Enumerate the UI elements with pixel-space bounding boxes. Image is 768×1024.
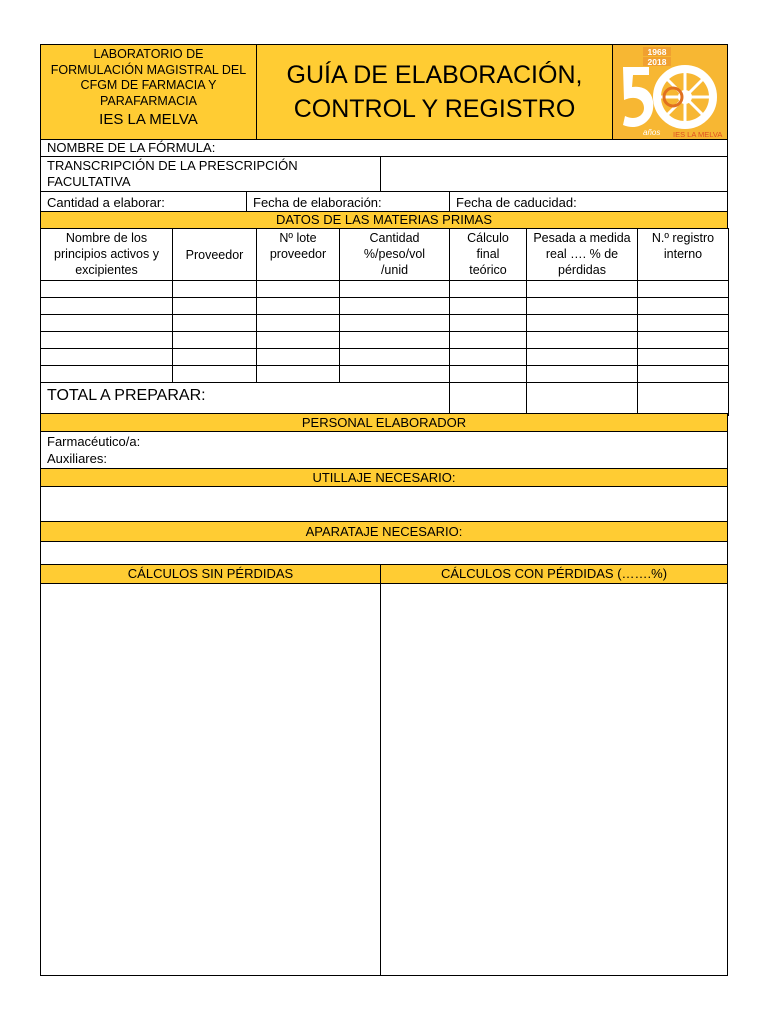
calc-without-losses-text: CÁLCULOS SIN PÉRDIDAS <box>127 566 294 581</box>
document-title-box <box>256 44 613 140</box>
expiry-date-field[interactable] <box>449 191 728 212</box>
lab-name <box>41 47 256 130</box>
table-cell[interactable] <box>450 332 527 349</box>
formula-name-label: NOMBRE DE LA FÓRMULA: <box>47 140 216 155</box>
col-header-lot: Nº lote proveedor <box>257 229 340 281</box>
col-header-name: Nombre de los principios activos y excipientes <box>41 229 173 281</box>
tools-title <box>40 468 728 487</box>
table-cell[interactable] <box>638 349 729 366</box>
total-theoretical-cell[interactable] <box>450 383 527 416</box>
table-cell[interactable] <box>173 281 257 298</box>
table-cell[interactable] <box>257 298 340 315</box>
table-cell[interactable] <box>257 281 340 298</box>
prescription-label: TRANSCRIPCIÓN DE LA PRESCRIPCIÓN FACULTATIVA <box>47 158 298 189</box>
quantity-field[interactable] <box>40 191 247 212</box>
table-cell[interactable] <box>41 298 173 315</box>
total-registry-cell[interactable] <box>638 383 729 416</box>
col-header-theoretical: Cálculo final teórico <box>450 229 527 281</box>
table-cell[interactable] <box>450 349 527 366</box>
equipment-title-text: APARATAJE NECESARIO: <box>305 523 463 539</box>
table-cell[interactable] <box>450 298 527 315</box>
total-label: TOTAL A PREPARAR: <box>47 387 206 404</box>
table-cell[interactable] <box>340 315 450 332</box>
table-cell[interactable] <box>257 349 340 366</box>
table-row <box>41 332 729 349</box>
calc-with-losses-text: CÁLCULOS CON PÉRDIDAS (…….%) <box>440 566 668 581</box>
table-cell[interactable] <box>257 332 340 349</box>
materials-header-row <box>41 229 729 281</box>
anniversary-logo <box>613 45 727 139</box>
materials-title <box>40 211 728 229</box>
calc-without-losses-title <box>40 564 381 584</box>
school-name: IES LA MELVA <box>99 111 198 128</box>
table-row <box>41 366 729 383</box>
table-cell[interactable] <box>638 332 729 349</box>
table-row <box>41 315 729 332</box>
logo-caption: IES LA MELVA <box>673 130 723 139</box>
lab-name-box <box>40 44 257 140</box>
total-label-cell <box>41 383 450 416</box>
assistants-label: Auxiliares: <box>47 451 107 466</box>
prescription-extra-field[interactable] <box>380 156 728 192</box>
table-row <box>41 281 729 298</box>
total-real-cell[interactable] <box>527 383 638 416</box>
staff-title <box>40 413 728 432</box>
table-cell[interactable] <box>340 366 450 383</box>
logo-year-end: 2018 <box>647 57 667 67</box>
table-cell[interactable] <box>340 349 450 366</box>
table-cell[interactable] <box>450 366 527 383</box>
quantity-label: Cantidad a elaborar: <box>47 195 165 210</box>
table-cell[interactable] <box>527 366 638 383</box>
table-cell[interactable] <box>257 366 340 383</box>
made-date-label: Fecha de elaboración: <box>253 195 382 210</box>
col-header-real-weight: Pesada a medida real …. % de pérdidas <box>527 229 638 281</box>
tools-field[interactable] <box>40 486 728 522</box>
table-cell[interactable] <box>257 315 340 332</box>
materials-table <box>40 228 729 416</box>
table-cell[interactable] <box>527 315 638 332</box>
table-cell[interactable] <box>638 281 729 298</box>
table-cell[interactable] <box>41 332 173 349</box>
table-cell[interactable] <box>340 298 450 315</box>
table-cell[interactable] <box>173 332 257 349</box>
table-row <box>41 298 729 315</box>
calc-without-losses-area[interactable] <box>40 583 381 976</box>
table-cell[interactable] <box>173 315 257 332</box>
table-cell[interactable] <box>527 332 638 349</box>
col-header-supplier: Proveedor <box>173 229 257 281</box>
total-row <box>41 383 729 416</box>
equipment-title <box>40 521 728 542</box>
table-cell[interactable] <box>173 349 257 366</box>
logo-box <box>612 44 728 140</box>
staff-field[interactable] <box>40 431 728 469</box>
lab-line-4: PARAFARMACIA <box>99 93 197 108</box>
table-cell[interactable] <box>638 315 729 332</box>
title-line-2: CONTROL Y REGISTRO <box>293 95 576 123</box>
table-cell[interactable] <box>527 281 638 298</box>
table-cell[interactable] <box>638 298 729 315</box>
table-cell[interactable] <box>41 281 173 298</box>
formula-name-field[interactable] <box>40 139 728 157</box>
lab-line-1: LABORATORIO DE <box>93 47 204 61</box>
table-cell[interactable] <box>173 366 257 383</box>
table-cell[interactable] <box>340 281 450 298</box>
logo-year-start: 1968 <box>647 47 667 57</box>
table-cell[interactable] <box>638 366 729 383</box>
staff-title-text: PERSONAL ELABORADOR <box>301 414 467 430</box>
table-cell[interactable] <box>41 366 173 383</box>
logo-anos: años <box>643 128 661 137</box>
table-cell[interactable] <box>450 281 527 298</box>
table-cell[interactable] <box>173 298 257 315</box>
calc-with-losses-title <box>380 564 728 584</box>
col-header-registry: N.º registro interno <box>638 229 729 281</box>
table-cell[interactable] <box>41 315 173 332</box>
calc-with-losses-area[interactable] <box>380 583 728 976</box>
materials-title-text: DATOS DE LAS MATERIAS PRIMAS <box>276 212 492 227</box>
table-cell[interactable] <box>450 315 527 332</box>
expiry-date-label: Fecha de caducidad: <box>456 195 577 210</box>
pharmacist-label: Farmacéutico/a: <box>47 434 141 449</box>
prescription-field[interactable] <box>40 156 381 192</box>
lab-line-3: CFGM DE FARMACIA Y <box>80 78 217 92</box>
title-line-1: GUÍA DE ELABORACIÓN, <box>286 61 583 89</box>
made-date-field[interactable] <box>246 191 450 212</box>
table-row <box>41 349 729 366</box>
table-cell[interactable] <box>41 349 173 366</box>
equipment-field[interactable] <box>40 541 728 565</box>
table-cell[interactable] <box>527 298 638 315</box>
col-header-quantity: Cantidad %/peso/vol /unid <box>340 229 450 281</box>
tools-title-text: UTILLAJE NECESARIO: <box>312 469 456 485</box>
lab-line-2: FORMULACIÓN MAGISTRAL DEL <box>50 62 247 77</box>
table-cell[interactable] <box>340 332 450 349</box>
table-cell[interactable] <box>527 349 638 366</box>
